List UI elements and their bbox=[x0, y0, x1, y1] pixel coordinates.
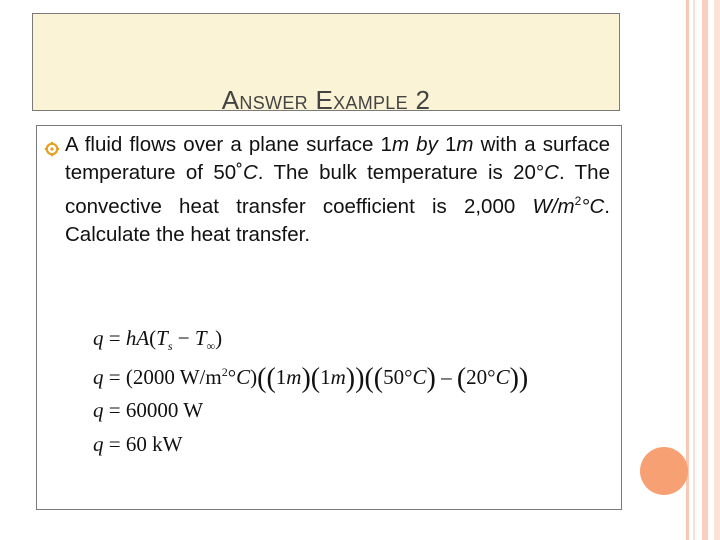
equation-2: q = (2000 $W/m^2^\circ C)((1m)(1m))((50^\circ C) - (20^\circ C))$ bbox=[93, 363, 529, 394]
decor-stripe bbox=[702, 0, 708, 540]
circle-decoration bbox=[640, 447, 688, 495]
gear-bullet-icon bbox=[44, 141, 60, 157]
decor-stripe bbox=[693, 0, 695, 540]
title-box bbox=[32, 13, 620, 115]
problem-paragraph: A fluid flows over a plane surface 1m by 1m with a surface temperature of 50˚C. The bulk temperature is 20°C. The convective heat transfer coefficient is 2,000 $W/m^2^\circ C$. Calculate the heat transfer. bbox=[65, 133, 610, 246]
equation-4: q = 60 kW bbox=[93, 432, 183, 456]
slide-title: Answer Example 2 bbox=[221, 85, 431, 115]
equation-1: $q = hA(T_s - T_\infty)$ bbox=[93, 326, 223, 354]
decor-stripe bbox=[714, 0, 720, 540]
decor-stripe bbox=[686, 0, 689, 540]
equation-3: q = 60000 W bbox=[93, 398, 204, 422]
